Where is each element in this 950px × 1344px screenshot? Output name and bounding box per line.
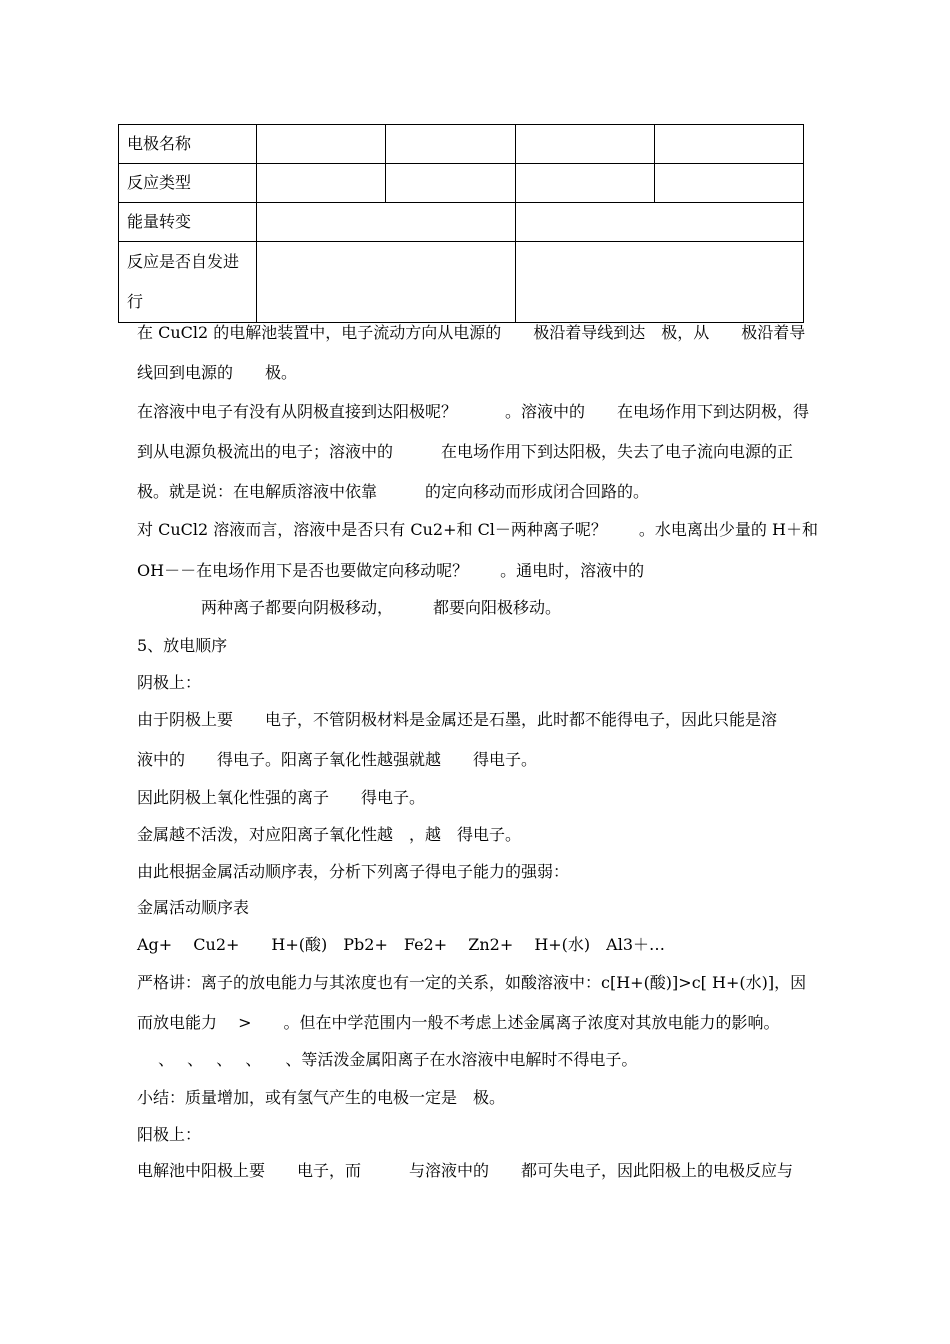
- text-line: 因此阴极上氧化性强的离子 得电子。: [137, 788, 426, 807]
- section-heading: 5、放电顺序: [137, 636, 228, 655]
- row-label-energy-conversion: 能量转变: [119, 203, 257, 242]
- table-cell: [257, 125, 386, 164]
- row-label-spontaneous: 反应是否自发进行: [119, 242, 257, 323]
- text-line: 两种离子都要向阴极移动， 都要向阳极移动。: [137, 598, 562, 617]
- text-line: 在溶液中电子有没有从阴极直接到达阳极呢？ 。溶液中的 在电场作用下到达阴极，得: [137, 402, 810, 421]
- comparison-table: [118, 124, 804, 323]
- text-line: 由此根据金属活动顺序表，分析下列离子得电子能力的强弱：: [137, 862, 570, 881]
- table-cell: [386, 164, 516, 203]
- table-cell: [516, 203, 804, 242]
- text-line: 而放电能力 > 。但在中学范围内一般不考虑上述金属离子浓度对其放电能力的影响。: [137, 1013, 780, 1032]
- subheading-anode: 阳极上：: [137, 1125, 202, 1144]
- text-line: OH－－在电场作用下是否也要做定向移动呢？ 。通电时，溶液中的: [137, 561, 645, 580]
- table-cell: [257, 242, 516, 323]
- row-label-reaction-type: 反应类型: [119, 164, 257, 203]
- table-cell: [516, 242, 804, 323]
- text-line: 、 、 、 、 、等活泼金属阳离子在水溶液中电解时不得电子。: [137, 1050, 638, 1069]
- text-line: 对 CuCl2 溶液而言，溶液中是否只有 Cu2+和 Cl－两种离子呢？ 。水电离出少量的 H＋和: [137, 520, 818, 539]
- table-cell: [516, 164, 655, 203]
- table-cell: [655, 125, 804, 164]
- table-row: [119, 125, 804, 164]
- table-cell: [257, 203, 516, 242]
- text-line: 线回到电源的 极。: [137, 363, 298, 382]
- table-cell: [655, 164, 804, 203]
- summary-line: 小结：质量增加，或有氢气产生的电极一定是 极。: [137, 1088, 506, 1107]
- text-line: 由于阴极上要 电子，不管阴极材料是金属还是石墨，此时都不能得电子，因此只能是溶: [137, 710, 778, 729]
- text-line: 金属越不活泼，对应阳离子氧化性越 ，越 得电子。: [137, 825, 522, 844]
- text-line: 到从电源负极流出的电子；溶液中的 在电场作用下到达阳极，失去了电子流向电源的正: [137, 442, 794, 461]
- table-cell: [257, 164, 386, 203]
- text-line: 电解池中阳极上要 电子，而 与溶液中的 都可失电子，因此阳极上的电极反应与: [137, 1161, 794, 1180]
- subheading-cathode: 阴极上：: [137, 673, 202, 692]
- row-label-electrode-name: 电极名称: [119, 125, 257, 164]
- text-line: 在 CuCl2 的电解池装置中，电子流动方向从电源的 极沿着导线到达 极，从 极沿着导: [137, 323, 806, 342]
- text-line: 极。就是说：在电解质溶液中依靠 的定向移动而形成闭合回路的。: [137, 482, 650, 501]
- table-cell: [516, 125, 655, 164]
- text-line: 金属活动顺序表: [137, 898, 250, 917]
- text-line: 液中的 得电子。阳离子氧化性越强就越 得电子。: [137, 750, 538, 769]
- table-row: [119, 203, 804, 242]
- table-row: [119, 242, 804, 323]
- text-line: 严格讲：离子的放电能力与其浓度也有一定的关系，如酸溶液中：c[H+(酸)]>c[ H+(水)]，因: [137, 973, 807, 992]
- ion-sequence: Ag+ Cu2+ H+(酸) Pb2+ Fe2+ Zn2+ H+(水) Al3＋…: [137, 935, 666, 954]
- table-row: [119, 164, 804, 203]
- table-cell: [386, 125, 516, 164]
